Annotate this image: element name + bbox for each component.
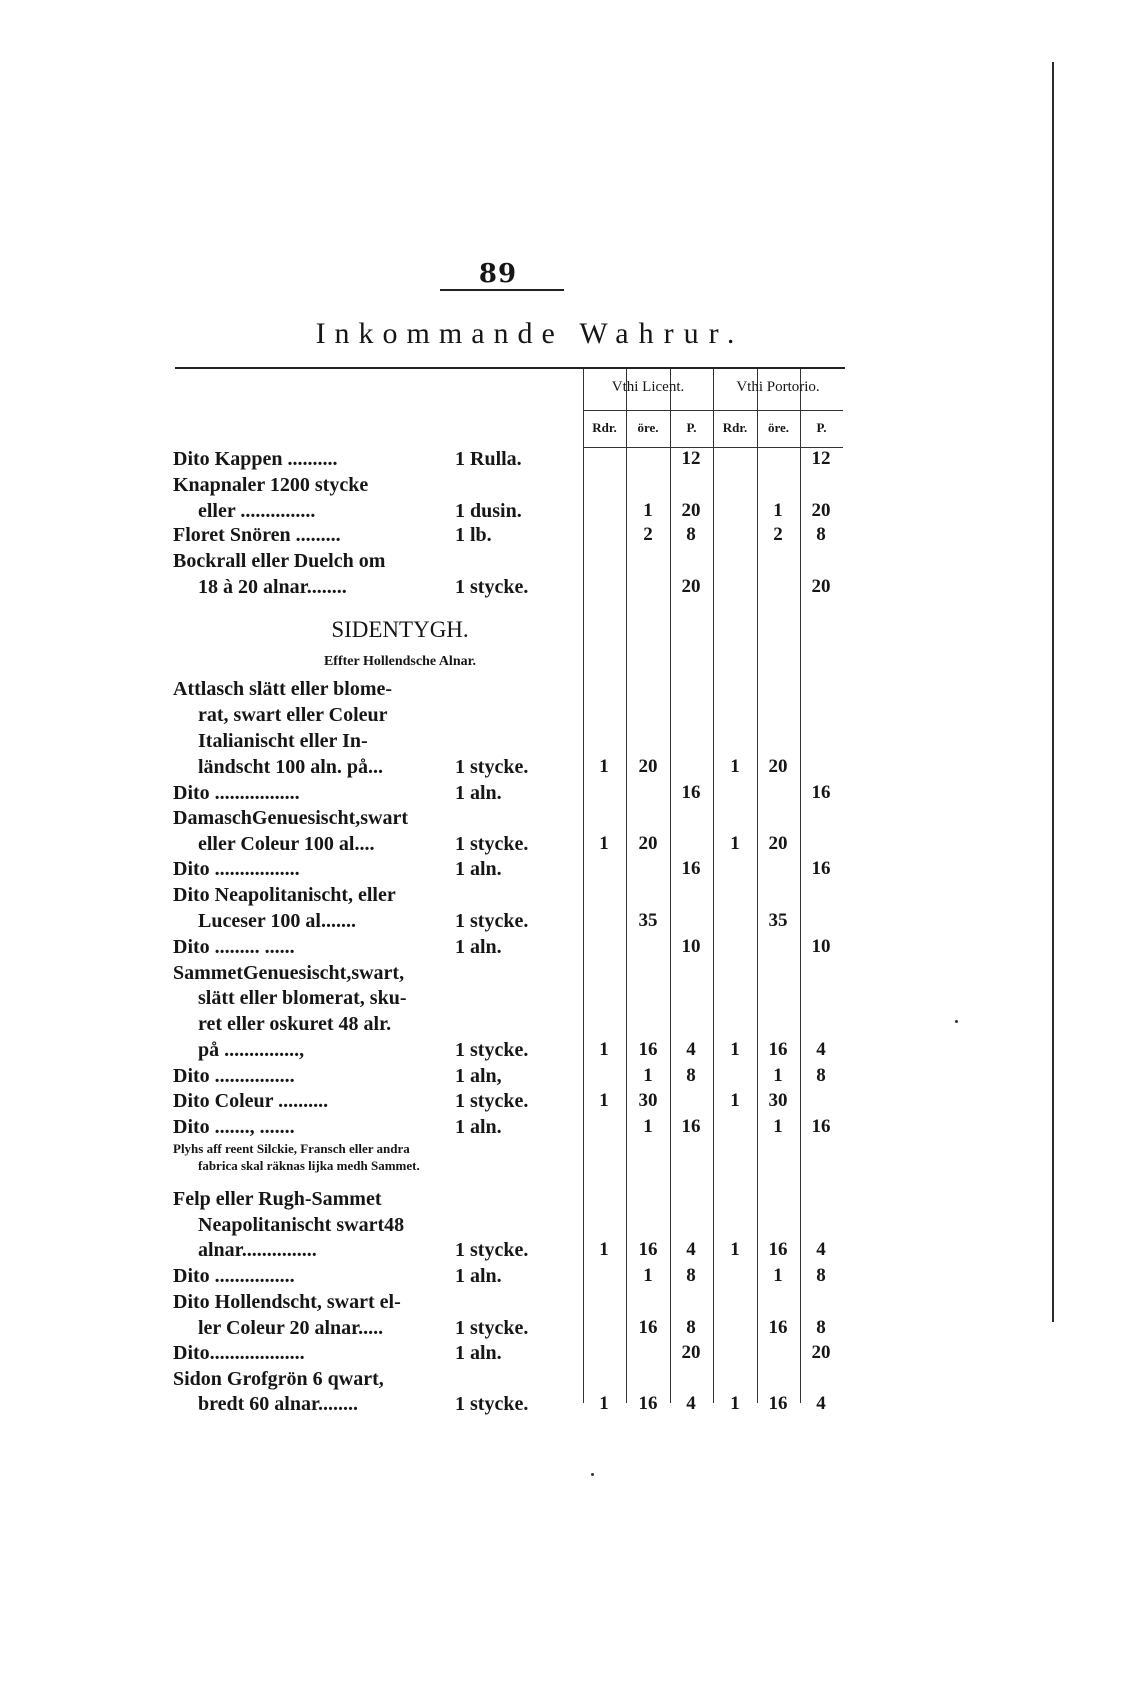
item-description: ländscht 100 aln. på...: [198, 756, 384, 778]
value-cell: 4: [816, 1393, 826, 1414]
item-quantity-unit: 1 dusin.: [455, 500, 522, 522]
value-cell: 20: [811, 500, 831, 521]
table-row: [0, 1391, 1140, 1417]
item-description: Dito .................: [173, 858, 300, 880]
value-cell: 8: [816, 1317, 826, 1338]
item-description: Luceser 100 al.......: [198, 910, 356, 932]
item-description: på ...............,: [198, 1039, 305, 1061]
item-quantity-unit: 1 aln.: [455, 858, 502, 880]
value-cell: 16: [768, 1239, 788, 1260]
item-description: Neapolitanischt swart48: [198, 1214, 405, 1236]
item-description: Dito Coleur ..........: [173, 1090, 329, 1112]
speck: [591, 1473, 594, 1476]
value-cell: 1: [643, 1265, 653, 1286]
item-quantity-unit: 1 stycke.: [455, 756, 529, 778]
table-row: [0, 780, 1140, 806]
value-cell: 4: [686, 1393, 696, 1414]
value-cell: 16: [681, 1116, 701, 1137]
table-row: [0, 934, 1140, 960]
value-cell: 20: [811, 576, 831, 597]
table-row: [0, 498, 1140, 524]
item-quantity-unit: 1 aln.: [455, 782, 502, 804]
value-cell: 16: [768, 1039, 788, 1060]
subheader-ore: öre.: [637, 420, 659, 435]
table-row: [0, 754, 1140, 780]
value-cell: 35: [768, 910, 788, 931]
item-quantity-unit: 1 stycke.: [455, 1039, 529, 1061]
value-cell: 8: [816, 1065, 826, 1086]
value-cell: 1: [643, 500, 653, 521]
item-description: Dito Hollendscht, swart el-: [173, 1291, 401, 1313]
item-description: Knapnaler 1200 stycke: [173, 474, 369, 496]
item-description: Dito .................: [173, 782, 300, 804]
value-cell: 20: [768, 756, 788, 777]
value-cell: 20: [638, 833, 658, 854]
value-cell: 4: [816, 1039, 826, 1060]
item-description: Dito Kappen ..........: [173, 448, 338, 470]
value-cell: 4: [686, 1039, 696, 1060]
value-cell: 35: [638, 910, 658, 931]
item-description: bredt 60 alnar........: [198, 1393, 359, 1415]
item-description: Italianischt eller In-: [198, 730, 368, 752]
value-cell: 20: [681, 1342, 701, 1363]
table-row: [0, 831, 1140, 857]
value-cell: 12: [681, 448, 701, 469]
item-description: Floret Snören .........: [173, 524, 341, 546]
table-row: [0, 1289, 1140, 1315]
item-quantity-unit: 1 aln.: [455, 936, 502, 958]
value-cell: 16: [811, 1116, 831, 1137]
item-description: slätt eller blomerat, sku-: [198, 987, 407, 1009]
value-cell: 10: [681, 936, 701, 957]
value-cell: 1: [643, 1065, 653, 1086]
value-cell: 1: [730, 756, 740, 777]
item-quantity-unit: 1 lb.: [455, 524, 492, 546]
value-cell: 1: [599, 1393, 609, 1414]
item-description: Attlasch slätt eller blome-: [173, 678, 393, 700]
value-cell: 16: [681, 858, 701, 879]
value-cell: 1: [773, 1265, 783, 1286]
item-description: eller ...............: [198, 500, 316, 522]
item-description: DamaschGenuesischt,swart: [173, 807, 408, 829]
value-cell: 20: [638, 756, 658, 777]
table-row: [0, 985, 1140, 1011]
value-cell: 8: [686, 1065, 696, 1086]
table-row: [0, 1114, 1140, 1140]
item-description: rat, swart eller Coleur: [198, 704, 388, 726]
value-cell: 1: [730, 1239, 740, 1260]
value-cell: 2: [643, 524, 653, 545]
value-cell: 8: [686, 524, 696, 545]
table-row: [0, 1366, 1140, 1392]
item-description: Felp eller Rugh-Sammet: [173, 1188, 382, 1210]
value-cell: 8: [686, 1265, 696, 1286]
item-description: Bockrall eller Duelch om: [173, 550, 386, 572]
value-cell: 4: [816, 1239, 826, 1260]
subheader-ore: öre.: [767, 420, 790, 435]
value-cell: 16: [768, 1317, 788, 1338]
item-quantity-unit: 1 stycke.: [455, 910, 529, 932]
item-description: Dito ................: [173, 1065, 295, 1087]
subheader-rdr: Rdr.: [722, 420, 748, 435]
value-cell: 1: [773, 500, 783, 521]
table-row: [0, 1212, 1140, 1238]
item-description: Dito ......., .......: [173, 1116, 295, 1138]
speck: [955, 1020, 958, 1023]
table-row: [0, 1088, 1140, 1114]
value-cell: 20: [681, 500, 701, 521]
value-cell: 30: [768, 1090, 788, 1111]
item-description: Dito ......... ......: [173, 936, 295, 958]
item-quantity-unit: 1 aln.: [455, 1342, 502, 1364]
table-row: [0, 1037, 1140, 1063]
value-cell: 1: [773, 1116, 783, 1137]
note-line: fabrica skal räknas lijka medh Sammet.: [198, 1158, 420, 1173]
value-cell: 16: [638, 1317, 658, 1338]
item-quantity-unit: 1 stycke.: [455, 1090, 529, 1112]
value-cell: 8: [816, 524, 826, 545]
value-cell: 20: [681, 576, 701, 597]
subheader-p: P.: [816, 420, 827, 435]
value-cell: 1: [730, 1393, 740, 1414]
value-cell: 1: [599, 1239, 609, 1260]
value-cell: 1: [599, 1090, 609, 1111]
table-row: [0, 960, 1140, 986]
table-row: [0, 574, 1140, 600]
table-row: [0, 1186, 1140, 1212]
value-cell: 16: [638, 1039, 658, 1060]
item-quantity-unit: 1 aln.: [455, 1116, 502, 1138]
value-cell: 2: [773, 524, 783, 545]
item-description: SammetGenuesischt,swart,: [173, 962, 405, 984]
value-cell: 12: [811, 448, 831, 469]
table-row: [0, 882, 1140, 908]
item-quantity-unit: 1 aln.: [455, 1265, 502, 1287]
value-cell: 16: [768, 1393, 788, 1414]
value-cell: 1: [599, 1039, 609, 1060]
item-description: Dito ................: [173, 1265, 295, 1287]
item-description: Sidon Grofgrön 6 qwart,: [173, 1368, 384, 1390]
table-row: [0, 548, 1140, 574]
table-row: [0, 1237, 1140, 1263]
value-cell: 10: [811, 936, 831, 957]
value-cell: 16: [681, 782, 701, 803]
value-cell: 16: [638, 1239, 658, 1260]
value-cell: 1: [599, 833, 609, 854]
value-cell: 8: [686, 1317, 696, 1338]
item-quantity-unit: 1 stycke.: [455, 1393, 529, 1415]
item-description: ler Coleur 20 alnar.....: [198, 1317, 384, 1339]
item-description: 18 à 20 alnar........: [198, 576, 347, 598]
item-description: Dito Neapolitanischt, eller: [173, 884, 396, 906]
section-subtitle: Effter Hollendsche Alnar.: [323, 654, 477, 669]
table-row: [0, 1263, 1140, 1289]
value-cell: 20: [811, 1342, 831, 1363]
header-vthi-licent: Vthi Licent.: [611, 379, 685, 395]
item-quantity-unit: 1 stycke.: [455, 1239, 529, 1261]
value-cell: 1: [730, 833, 740, 854]
table-row: [0, 908, 1140, 934]
item-quantity-unit: 1 stycke.: [455, 1317, 529, 1339]
item-description: Dito...................: [173, 1342, 305, 1364]
value-cell: 30: [638, 1090, 658, 1111]
table-row: [0, 522, 1140, 548]
heading-word-1: Inkommande: [315, 317, 564, 350]
value-cell: 1: [599, 756, 609, 777]
table-row: [0, 1315, 1140, 1341]
item-quantity-unit: 1 stycke.: [455, 833, 529, 855]
section-title: SIDENTYGH.: [331, 617, 469, 642]
value-cell: 8: [816, 1265, 826, 1286]
heading-word-2: Wahrur.: [579, 317, 745, 350]
item-description: ret eller oskuret 48 alr.: [198, 1013, 392, 1035]
table-row: [0, 702, 1140, 728]
table-row: [0, 856, 1140, 882]
value-cell: 16: [811, 782, 831, 803]
item-description: alnar...............: [198, 1239, 317, 1261]
item-quantity-unit: 1 stycke.: [455, 576, 529, 598]
value-cell: 1: [643, 1116, 653, 1137]
table-row: [0, 472, 1140, 498]
value-cell: 1: [730, 1039, 740, 1060]
item-quantity-unit: 1 aln,: [455, 1065, 502, 1087]
table-row: [0, 1340, 1140, 1366]
value-cell: 4: [686, 1239, 696, 1260]
item-description: eller Coleur 100 al....: [198, 833, 375, 855]
subheader-p: P.: [686, 420, 697, 435]
table-row: [0, 805, 1140, 831]
note-line: Plyhs aff reent Silckie, Fransch eller andra: [173, 1141, 410, 1156]
subheader-rdr: Rdr.: [592, 420, 617, 435]
value-cell: 16: [811, 858, 831, 879]
table-row: [0, 1011, 1140, 1037]
value-cell: 1: [773, 1065, 783, 1086]
item-quantity-unit: 1 Rulla.: [455, 448, 522, 470]
table-row: [0, 676, 1140, 702]
header-vthi-portorio: Vthi Portorio.: [736, 379, 820, 395]
table-row: [0, 728, 1140, 754]
page-number: 89: [478, 259, 518, 289]
table-row: [0, 446, 1140, 472]
table-row: [0, 1063, 1140, 1089]
value-cell: 1: [730, 1090, 740, 1111]
value-cell: 20: [768, 833, 788, 854]
value-cell: 16: [638, 1393, 658, 1414]
